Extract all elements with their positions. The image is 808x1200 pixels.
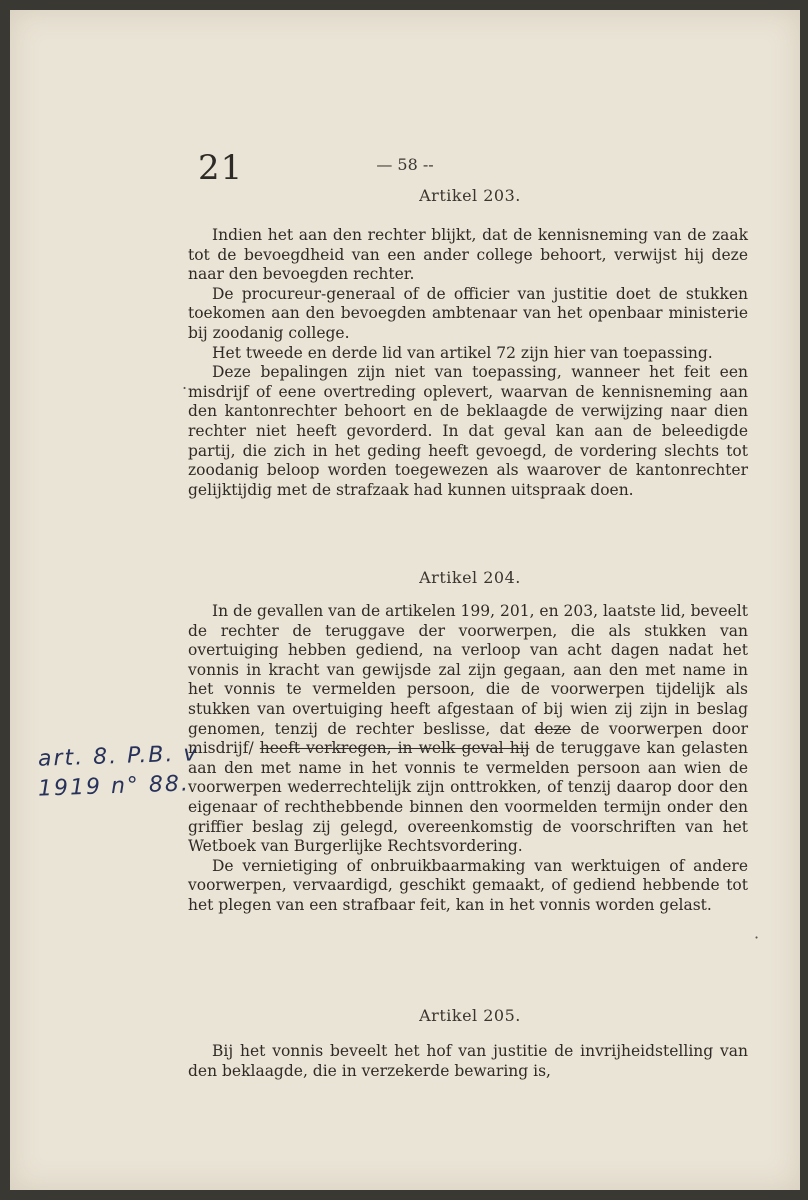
article-203-paragraph: Het tweede en derde lid van artikel 72 zijn hier van toepassing.	[212, 343, 713, 362]
page-stamp-number: 21	[198, 148, 244, 188]
folio-page-number: — 58 --	[376, 155, 434, 174]
struck-text: heeft verkregen, in welk geval hij	[259, 739, 530, 758]
handwritten-margin-note-line-1: art. 8. P.B. v	[37, 741, 199, 772]
article-204-paragraph-1	[188, 602, 748, 857]
article-205-body	[188, 1042, 748, 1081]
struck-text: deze	[534, 719, 571, 738]
article-204-heading: Artikel 204.	[419, 568, 521, 587]
article-203-paragraph: Indien het aan den rechter blijkt, dat de kennisneming van de zaak tot de bevoegdheid van een ander college behoort, verwijst hij deze naar den bevoegden rechter.	[188, 226, 748, 284]
article-203-paragraph: Deze bepalingen zijn niet van toepassing, wanneer het feit een misdrijf of eene overtreding oplevert, waarvan de kennisneming aan den kantonrechter behoort en de beklaagde de verwijzing naar dien rechter niet heeft gevorderd. In dat geval kan aan de beleedigde partij, die zich in het geding heeft gevoegd, de vordering slechts tot zoodanig beloop worden toegewezen als waarover de kantonrechter gelijktijdig met de strafzaak had kunnen uitspraak doen.	[188, 363, 748, 499]
text-segment: de teruggave kan gelasten aan den met name in het vonnis te vermelden persoon aan wien de voorwerpen wederrechtelijk zijn onttrokken, of tenzij daarop door den eigenaar of rechthebbende binnen den voormelden termijn onder den griffier beslag zij gelegd, overeenkomstig de voorschriften van het Wetboek van Burgerlijke Rechtsvordering.	[188, 739, 749, 856]
speck-mark: ·	[754, 928, 760, 947]
document-page	[10, 10, 800, 1190]
text-segment: de voorwerpen door misdrijf/	[188, 719, 748, 758]
article-205-paragraph: Bij het vonnis beveelt het hof van justitie de invrijheidstelling van den beklaagde, die in verzekerde bewaring is,	[188, 1042, 748, 1080]
handwritten-margin-note-line-2: 1919 n° 88.	[37, 771, 191, 802]
article-204-body	[188, 602, 748, 916]
article-205-heading: Artikel 205.	[419, 1006, 521, 1025]
speck-mark: .	[182, 374, 188, 393]
article-203-heading: Artikel 203.	[419, 186, 521, 205]
article-203-paragraph: De procureur-generaal of de officier van justitie doet de stukken toekomen aan den bevoegden ambtenaar van het openbaar ministerie bij zoodanig college.	[188, 284, 748, 342]
article-204-paragraph-2: De vernietiging of onbruikbaarmaking van werktuigen of andere voorwerpen, vervaardigd, geschikt gemaakt, of gediend hebbende tot het plegen van een strafbaar feit, kan in het vonnis worden gelast.	[188, 856, 748, 914]
text-segment: In de gevallen van de artikelen 199, 201, en 203, laatste lid, beveelt de rechter de teruggave der voorwerpen, die als stukken van overtuiging hebben gediend, na verloop van acht dagen nadat het vonnis in kracht van gewijsde zal zijn gegaan, aan den met name in het vonnis te vermelden persoon, die de voorwerpen tijdelijk als stukken van overtuiging heeft afgestaan of bij wien zij zijn in beslag genomen, tenzij de rechter beslisse, dat	[188, 602, 748, 738]
article-203-body	[188, 226, 748, 500]
